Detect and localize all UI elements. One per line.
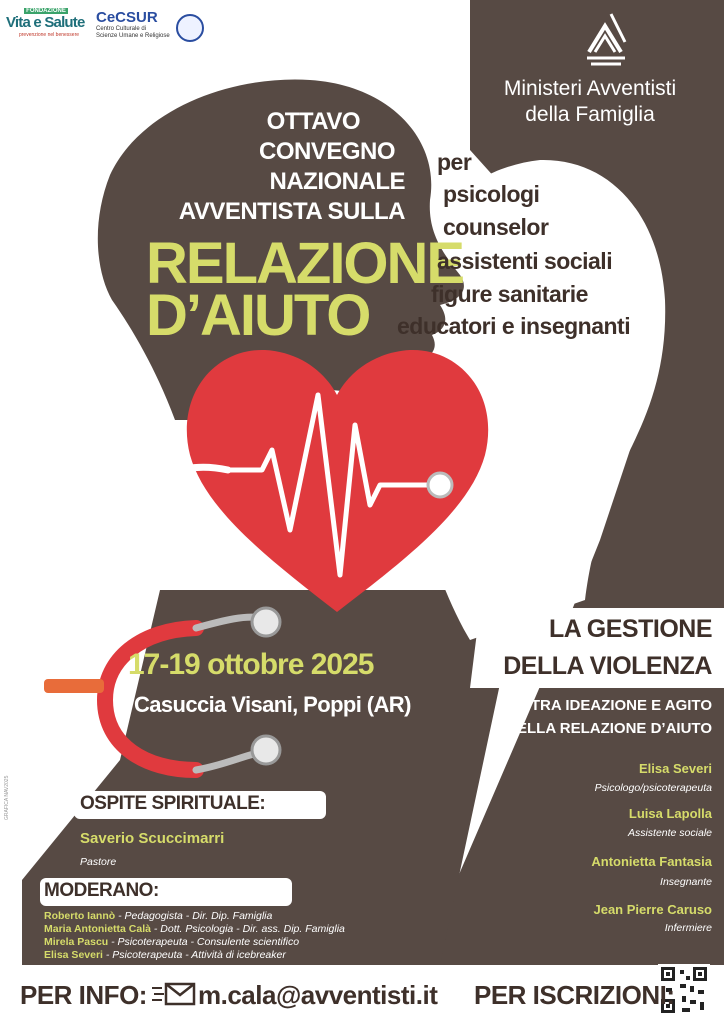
moderator-role: - Psicoterapeuta - Attività di icebreaker	[105, 949, 286, 961]
moderator-role: - Psicoterapeuta - Consulente scientifico	[111, 936, 300, 948]
vita-foundation-label: FONDAZIONE	[24, 8, 68, 14]
title-line3: NAZIONALE	[269, 168, 405, 195]
speaker-name-2: Antonietta Fantasia	[591, 854, 712, 869]
stethoscope-chestpiece	[428, 473, 452, 497]
seal-logo	[176, 14, 204, 42]
moderator-role: - Pedagogista - Dir. Dip. Famiglia	[118, 910, 273, 922]
vita-tagline: prevenzione nel benessere	[18, 32, 80, 38]
register-label: PER ISCRIZIONI:	[474, 980, 675, 1010]
email-link[interactable]: m.cala@avventisti.it	[198, 980, 438, 1010]
vita-e-salute-logo	[6, 8, 92, 38]
moderator-name: Roberto Iannò	[44, 910, 116, 922]
cecsur-line2: Scienze Umane e Religiose	[96, 33, 170, 39]
cecsur-line1: Centro Culturale di	[96, 26, 147, 32]
moderator-name: Mirela Pascu	[44, 936, 109, 948]
organizer-line1: Ministeri Avventisti	[503, 77, 677, 100]
spiritual-guest-label: OSPITE SPIRITUALE:	[80, 793, 266, 814]
speaker-role-0: Psicologo/psicoterapeuta	[594, 782, 712, 794]
speaker-name-0: Elisa Severi	[639, 761, 712, 776]
earpiece-top	[252, 608, 280, 636]
theme-line2: DELLA VIOLENZA	[503, 652, 712, 680]
info-label: PER INFO:	[20, 980, 147, 1010]
moderators-label: MODERANO:	[44, 880, 159, 901]
speaker-name-1: Luisa Lapolla	[628, 806, 712, 821]
title-line2: CONVEGNO	[258, 138, 395, 165]
moderator-row	[44, 923, 345, 935]
title-main-line1: RELAZIONE	[146, 231, 464, 296]
audience-item-0: per	[437, 149, 472, 175]
audience-item-3: assistenti sociali	[437, 248, 613, 274]
moderator-row	[44, 949, 286, 961]
audience-item-1: psicologi	[443, 181, 540, 207]
event-location: Casuccia Visani, Poppi (AR)	[134, 692, 411, 717]
moderator-name: Maria Antonietta Calà	[44, 923, 151, 935]
title-main-line2: D’AIUTO	[146, 283, 370, 348]
moderator-role: - Dott. Psicologia - Dir. ass. Dip. Famiglia	[153, 923, 345, 935]
moderator-name: Elisa Severi	[44, 949, 103, 961]
graphic-credit: GRAFICA NAV2025	[4, 775, 10, 820]
theme-line1: LA GESTIONE	[548, 615, 712, 643]
moderator-row	[44, 910, 272, 922]
cecsur-logo	[96, 10, 176, 40]
audience-item-5: educatori e insegnanti	[397, 313, 631, 339]
speaker-role-1: Assistente sociale	[627, 827, 712, 839]
audience-item-4: figure sanitarie	[431, 281, 588, 307]
theme-sub1: TRA IDEAZIONE E AGITO	[530, 697, 712, 714]
event-dates: 17-19 ottobre 2025	[128, 648, 374, 681]
speaker-name-3: Jean Pierre Caruso	[593, 902, 712, 917]
audience-item-2: counselor	[443, 214, 549, 240]
spiritual-guest-name: Saverio Scuccimarri	[80, 830, 225, 847]
organizer-line2: della Famiglia	[525, 103, 655, 126]
vita-name: Vita e Salute	[6, 14, 85, 31]
theme-sub2: NELLA RELAZIONE D’AIUTO	[506, 720, 712, 737]
spiritual-guest-role: Pastore	[80, 856, 117, 868]
moderator-row	[44, 936, 299, 948]
title-line4: AVVENTISTA SULLA	[178, 198, 405, 225]
speaker-role-2: Insegnante	[660, 876, 712, 888]
title-line1: OTTAVO	[266, 108, 360, 135]
cecsur-name: CeCSUR	[96, 9, 158, 26]
earpiece-bottom	[252, 736, 280, 764]
speaker-role-3: Infermiere	[664, 922, 712, 934]
